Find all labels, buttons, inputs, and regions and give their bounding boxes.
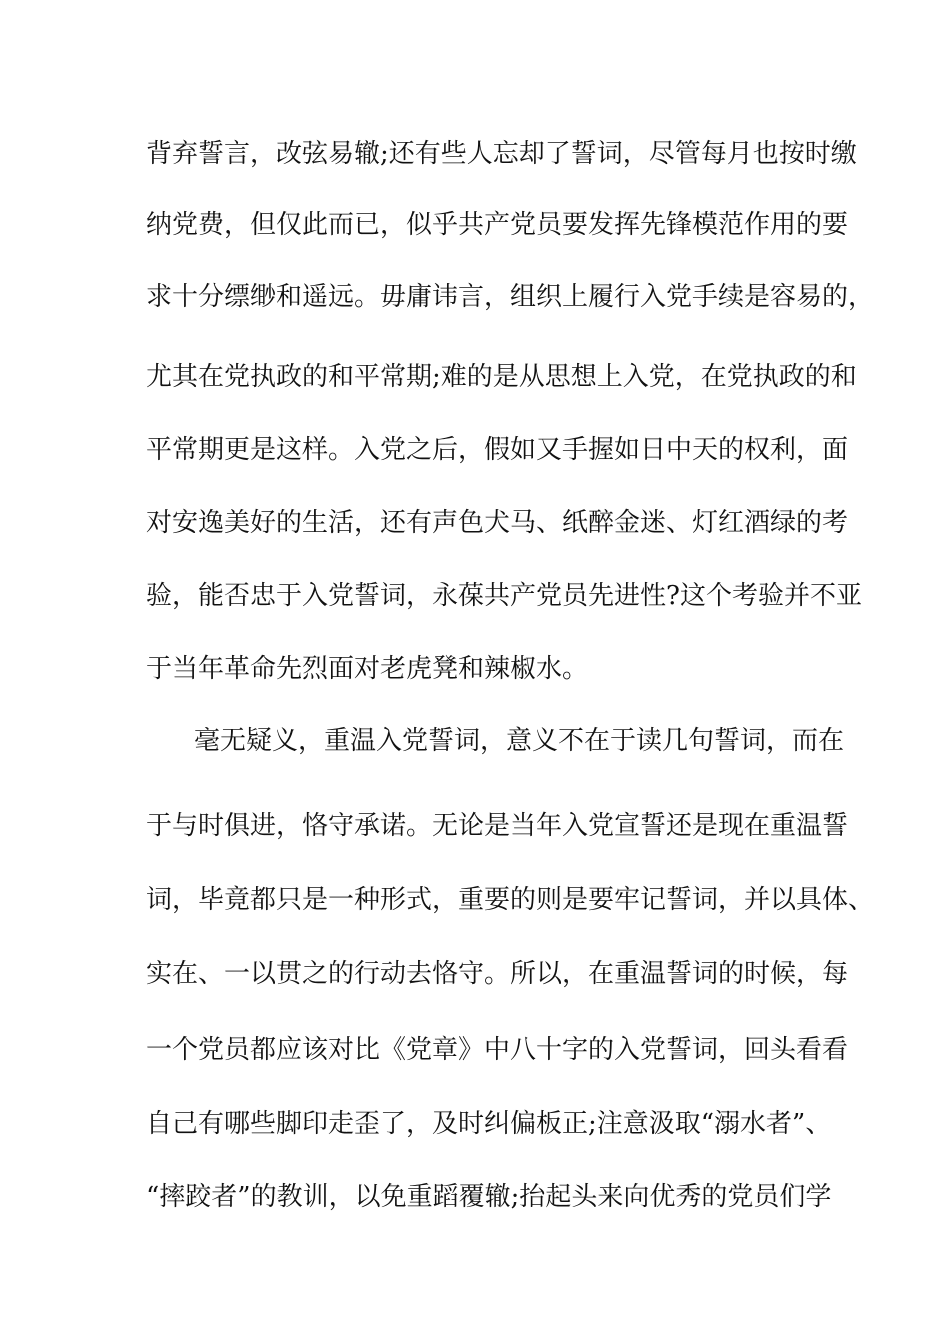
text-line: 自己有哪些脚印走歪了，及时纠偏板正;注意汲取“溺水者”、 bbox=[146, 1109, 832, 1139]
text-line: 背弃誓言，改弦易辙;还有些人忘却了誓词，尽管每月也按时缴 bbox=[146, 139, 857, 169]
text-line: 一个党员都应该对比《党章》中八十字的入党誓词，回头看看 bbox=[146, 1035, 849, 1065]
text-line: “摔跤者”的教训，以免重蹈覆辙;抬起头来向优秀的党员们学 bbox=[146, 1182, 832, 1212]
text-line: 验，能否忠于入党誓词，永葆共产党员先进性?这个考验并不亚 bbox=[146, 581, 862, 611]
text-line: 对安逸美好的生活，还有声色犬马、纸醉金迷、灯红酒绿的考 bbox=[146, 508, 849, 538]
text-line: 尤其在党执政的和平常期;难的是从思想上入党，在党执政的和 bbox=[146, 362, 857, 392]
text-line: 实在、一以贯之的行动去恪守。所以，在重温誓词的时候，每 bbox=[146, 959, 849, 989]
text-line: 纳党费，但仅此而已，似乎共产党员要发挥先锋模范作用的要 bbox=[146, 210, 849, 240]
text-line: 词，毕竟都只是一种形式，重要的则是要牢记誓词，并以具体、 bbox=[146, 885, 875, 915]
text-line: 于当年革命先烈面对老虎凳和辣椒水。 bbox=[146, 654, 589, 684]
text-line: 于与时俱进，恪守承诺。无论是当年入党宣誓还是现在重温誓 bbox=[146, 811, 849, 841]
paragraph-first-line: 毫无疑义，重温入党誓词，意义不在于读几句誓词，而在 bbox=[194, 726, 845, 756]
text-line: 求十分缥缈和遥远。毋庸讳言，组织上履行入党手续是容易的， bbox=[146, 282, 875, 312]
text-line: 平常期更是这样。入党之后，假如又手握如日中天的权利，面 bbox=[146, 435, 849, 465]
